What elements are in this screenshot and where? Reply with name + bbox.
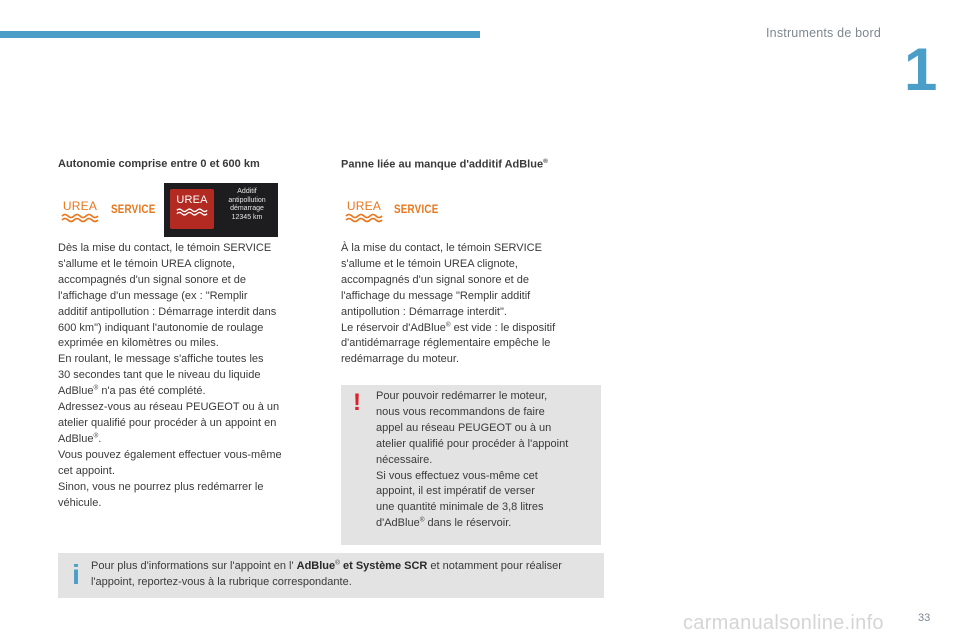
wave-icon (61, 213, 99, 223)
right-section-title: Panne liée au manque d'additif AdBlue® (341, 158, 548, 171)
warning-box (341, 385, 601, 545)
warning-text: Pour pouvoir redémarrer le moteur, nous vous recommandons de faire appel au réseau PEUGEOT ou à un atelier qualifié pour procéder à l'appoint nécessaire. Si vous effectuez vous-même cet appoint, il est impératif de verser une quantité minimale de 3,8 litres d'AdBlue® dans le réservoir. (376, 390, 569, 530)
info-box (58, 553, 604, 598)
info-icon: i (72, 559, 80, 590)
page-number: 33 (918, 612, 931, 624)
urea-warning-icon-right (344, 200, 384, 224)
service-warning-icon: SERVICE (111, 204, 156, 216)
display-urea-icon (170, 189, 214, 229)
chapter-number: 1 (904, 36, 938, 103)
left-section-title: Autonomie comprise entre 0 et 600 km (58, 158, 260, 170)
right-body-text: À la mise du contact, le témoin SERVICE s'allume et le témoin UREA clignote, accompagnés d'un signal sonore et de l'affichage du message "Remplir additif antipollution : Démarrage interdit". Le réservoir d'AdBlue® est vide : le dispositif d'antidémarrage réglementaire empêche le redémarrage du moteur. (341, 242, 556, 366)
urea-label-right: UREA (346, 199, 382, 213)
display-message: Additif antipollution démarrage 12345 km (228, 188, 266, 221)
header-accent-bar (0, 31, 480, 38)
urea-label: UREA (62, 199, 98, 213)
instrument-display (164, 183, 278, 237)
display-urea-label: UREA (176, 194, 208, 206)
left-body-text: Dès la mise du contact, le témoin SERVICE s'allume et le témoin UREA clignote, accompagnés d'un signal sonore et de l'affichage d'un message (ex : "Remplir additif antipollution : Démarrage interdit dans 600 km") indiquant l'autonomie de roulage exprimée en kilomètres ou miles. En roulant, le message s'affiche toutes les 30 secondes tant que le niveau du liquide AdBlue® n'a pas été complété. Adressez-vous au réseau PEUGEOT ou à un atelier qualifié pour procéder à un appoint en AdBlue®. Vous pouvez également effectuer vous-même cet appoint. Sinon, vous ne pourrez plus redémarrer le véhicule. (58, 242, 282, 509)
wave-icon-right (345, 213, 383, 223)
urea-warning-icon (60, 200, 100, 224)
exclamation-icon: ! (353, 389, 361, 416)
display-wave-icon (176, 207, 208, 217)
info-text: Pour plus d'informations sur l'appoint en l' AdBlue® et Système SCR et notamment pour réaliser l'appoint, reportez-vous à la rubrique correspondante. (91, 559, 562, 588)
chapter-title: Instruments de bord (766, 26, 881, 40)
watermark: carmanualsonline.info (683, 612, 884, 634)
service-warning-icon-right: SERVICE (394, 204, 439, 216)
